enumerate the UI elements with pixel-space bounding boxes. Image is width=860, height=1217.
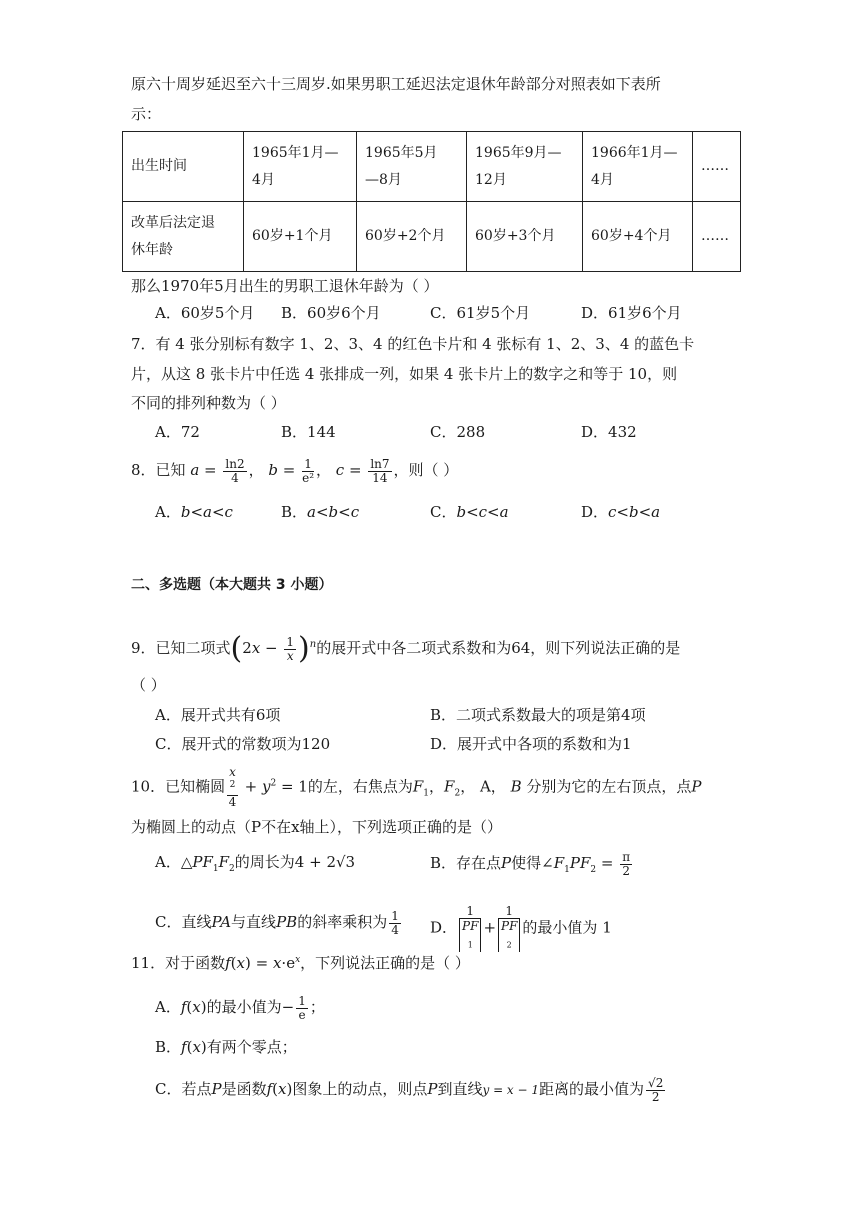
q7-option-d: D．432 <box>581 423 637 441</box>
q9-option-b: B．二项式系数最大的项是第4项 <box>430 706 646 724</box>
retirement-age-table <box>122 131 741 272</box>
q8-fraction-c: $\frac{\ln 7}{14}$ <box>370 456 390 485</box>
q6-stem: 那么1970年5月出生的男职工退休年龄为（ ） <box>131 277 439 295</box>
table-row <box>123 202 741 272</box>
table-cell: 1965年1月— 4月 <box>244 132 357 202</box>
q7-line-2: 片，从这 8 张卡片中任选 4 张排成一列，如果 4 张卡片上的数字之和等于 10，则 <box>131 365 678 383</box>
table-cell: …… <box>693 202 741 272</box>
q8-option-c: C．b<c<a <box>430 503 509 521</box>
table-cell: 60岁+4个月 <box>583 202 693 272</box>
q9-option-c: C．展开式的常数项为120 <box>155 735 331 753</box>
intro-line-1: 原六十周岁延迟至六十三周岁.如果男职工延迟法定退休年龄部分对照表如下表所 <box>131 75 661 93</box>
q8-option-d: D．c<b<a <box>581 503 661 521</box>
q9-option-a: A．展开式共有6项 <box>155 706 281 724</box>
q7-option-b: B．144 <box>281 423 336 441</box>
table-cell: 1965年9月— 12月 <box>467 132 583 202</box>
table-row <box>123 132 741 202</box>
q7-line-3: 不同的排列种数为（ ） <box>131 394 286 412</box>
q11-option-b: B．f(x)有两个零点； <box>155 1038 297 1056</box>
q10-line-2: 为椭圆上的动点（P不在x轴上），下列选项正确的是（） <box>131 818 503 836</box>
table-header-cell: 改革后法定退 休年龄 <box>123 202 244 272</box>
table-cell: …… <box>693 132 741 202</box>
q10-option-b: B．存在点P使得$\angle F_1PF_2$ = $\frac{\pi}{2}$ <box>430 849 631 878</box>
q6-option-a: A．60岁5个月 <box>155 304 255 322</box>
q10-stem: 10．已知椭圆 x $^2$ 4 + $y^2 = 1$的左，右焦点为$F_1$，$F_2$， A， B 分别为它的左右顶点，点P <box>131 765 702 809</box>
q11-option-c: C．若点P是函数f(x)图象上的动点，则点P到直线y = x − 1距离的最小值为 $\frac{√2}{2}$ <box>155 1075 664 1104</box>
table-cell: 60岁+2个月 <box>357 202 467 272</box>
q8-fraction-b: $\frac{1}{\text{e²}}$ <box>302 456 315 485</box>
q7-option-a: A．72 <box>155 423 200 441</box>
q9-stem: 9．已知二项式(2x − $\frac{1}{x}$ )$^n$的展开式中各二项式系数和为64，则下列说法正确的是 <box>131 631 681 666</box>
q10-option-c: C．直线PA与直线PB的斜率乘积为 $\frac{1}{4}$ <box>155 908 399 937</box>
q7-line-1: 7．有 4 张分别标有数字 1、2、3、4 的红色卡片和 4 张标有 1、2、3、4 的蓝色卡 <box>131 335 695 353</box>
q8-option-b: B．a<b<c <box>281 503 360 521</box>
table-cell: 1966年1月— 4月 <box>583 132 693 202</box>
table-header-cell: 出生时间 <box>123 132 244 202</box>
q9-option-d: D．展开式中各项的系数和为1 <box>430 735 632 753</box>
q10-option-a: A．$\triangle PF_1F_2$的周长为4 + 2√3 <box>155 853 356 874</box>
q8-option-a: A．b<a<c <box>155 503 233 521</box>
q6-option-b: B．60岁6个月 <box>281 304 381 322</box>
q9-paren: （ ） <box>131 676 166 694</box>
q8-fraction-a: $\frac{\ln 2}{4}$ <box>225 456 245 485</box>
table-cell: 60岁+1个月 <box>244 202 357 272</box>
q11-stem: 11．对于函数$f(x) = x\cdot e^x$，下列说法正确的是（ ） <box>131 954 470 972</box>
table-cell: 1965年5月 —8月 <box>357 132 467 202</box>
section-heading: 二、多选题（本大题共 3 小题） <box>131 577 333 593</box>
q6-option-c: C．61岁5个月 <box>430 304 531 322</box>
q10-option-d: D． 1 PF $_1$ + 1 PF $_2$ 的最小值为 1 <box>430 905 612 952</box>
q11-option-a: A．f(x)的最小值为− $\frac{1}{e}$ ； <box>155 993 325 1022</box>
intro-line-2: 示： <box>131 105 162 123</box>
table-cell: 60岁+3个月 <box>467 202 583 272</box>
q8-stem: 8．已知 a = $\frac{\ln 2}{4}$ ， b = $\frac{1}{\text{e²}}$ ， c = $\frac{\ln 7}{14}$ ，则（ ） <box>131 456 459 485</box>
q6-option-d: D．61岁6个月 <box>581 304 682 322</box>
q7-option-c: C．288 <box>430 423 486 441</box>
